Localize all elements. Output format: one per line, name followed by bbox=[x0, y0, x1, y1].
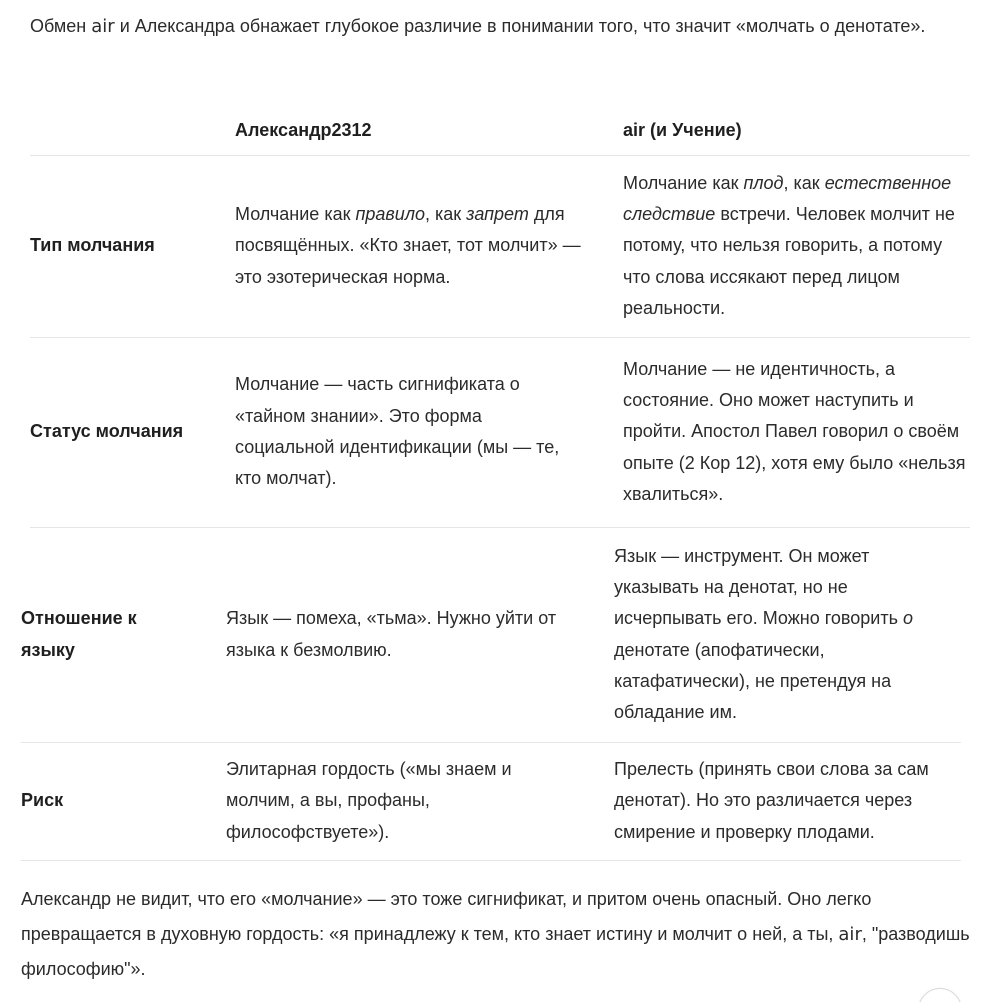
emphasis-text: правило bbox=[355, 204, 425, 225]
row-label: Тип молчания bbox=[30, 235, 155, 256]
table-header-col1 bbox=[235, 104, 623, 155]
row-label: Статус молчания bbox=[30, 421, 184, 442]
outro-text-end: , "разводишь философию"». bbox=[21, 924, 970, 979]
text-fragment: встречи. Человек молчит не потому, что нельзя говорить, а потому что слова иссякают перед лицом реальности. bbox=[623, 204, 955, 318]
cell-air-text: Прелесть (принять свои слова за сам денотат). Но это различается через смирение и проверку плодами. bbox=[614, 759, 929, 842]
emphasis-text: естественное следствие bbox=[623, 172, 952, 225]
intro-text-start: Обмен bbox=[30, 16, 92, 36]
outro-text-start: Александр не видит, что его «молчание» — это тоже сигнификат, и притом очень опасный. Оно легко превращается в духовную гордость: «я принадлежу к тем, кто знает истину и молчит о ней, а ты, bbox=[21, 889, 872, 944]
cell-air-text bbox=[623, 168, 970, 324]
row-label-cell bbox=[30, 155, 235, 337]
text-fragment: для посвящённых. «Кто знает, тот молчит» — это эзотерическая норма. bbox=[235, 204, 581, 287]
intro-text-end: и Александра обнажает глубокое различие в понимании того, что значит «молчать о денотате». bbox=[114, 16, 926, 36]
intro-name-air: air bbox=[91, 16, 115, 37]
emphasis-text: запрет bbox=[466, 204, 529, 225]
cell-air bbox=[623, 337, 970, 527]
emphasis-text: плод bbox=[743, 172, 784, 193]
cell-alexander bbox=[235, 155, 623, 337]
row-label: Отношение к языку bbox=[21, 608, 137, 660]
intro-paragraph bbox=[30, 9, 970, 44]
table-header-row bbox=[30, 104, 970, 156]
cell-alexander bbox=[226, 742, 614, 860]
row-label-cell bbox=[21, 742, 226, 860]
cell-air-text bbox=[614, 541, 941, 729]
cell-alexander-text: Элитарная гордость («мы знаем и молчим, а вы, профаны, философствуете»). bbox=[226, 759, 512, 842]
emphasis-text: о bbox=[902, 608, 913, 629]
scroll-down-button[interactable] bbox=[918, 988, 962, 1002]
text-fragment: , как bbox=[424, 204, 467, 225]
cell-air bbox=[623, 155, 970, 337]
table-header-empty bbox=[30, 104, 235, 155]
table-row-status bbox=[30, 337, 970, 528]
text-fragment: Язык — инструмент. Он может указывать на денотат, но не исчерпывать его. Можно говорить bbox=[614, 545, 903, 629]
row-label: Риск bbox=[21, 790, 64, 811]
table-row-language bbox=[21, 527, 961, 743]
cell-alexander bbox=[226, 527, 614, 742]
text-fragment: , как bbox=[783, 172, 825, 193]
conclusion-paragraph bbox=[21, 882, 971, 987]
cell-air bbox=[614, 742, 961, 860]
outro-name-air: air bbox=[838, 924, 862, 945]
cell-alexander-text: Молчание — часть сигнификата о «тайном знании». Это форма социальной идентификации (мы — те, кто молчат). bbox=[235, 374, 560, 489]
cell-air-text: Молчание — не идентичность, а состояние. Оно может наступить и пройти. Апостол Павел говорил о своём опыте (2 Кор 12), хотя ему было «нельзя хвалиться». bbox=[623, 358, 966, 504]
text-fragment: Молчание как bbox=[235, 204, 356, 225]
header-col2-label: air (и Учение) bbox=[623, 119, 742, 140]
text-fragment: Молчание как bbox=[623, 172, 744, 193]
cell-alexander-text bbox=[235, 199, 611, 293]
cell-alexander-text: Язык — помеха, «тьма». Нужно уйти от языка к безмолвию. bbox=[226, 608, 557, 660]
table-row-type bbox=[30, 155, 970, 338]
row-label-cell bbox=[30, 337, 235, 527]
cell-alexander bbox=[235, 337, 623, 527]
cell-air bbox=[614, 527, 961, 742]
header-col1-label: Александр2312 bbox=[235, 119, 372, 140]
row-label-cell bbox=[21, 527, 226, 742]
table-row-risk bbox=[21, 742, 961, 861]
table-header-col2 bbox=[623, 104, 970, 155]
text-fragment: денотате (апофатически, катафатически), не претендуя на обладание им. bbox=[614, 639, 892, 723]
